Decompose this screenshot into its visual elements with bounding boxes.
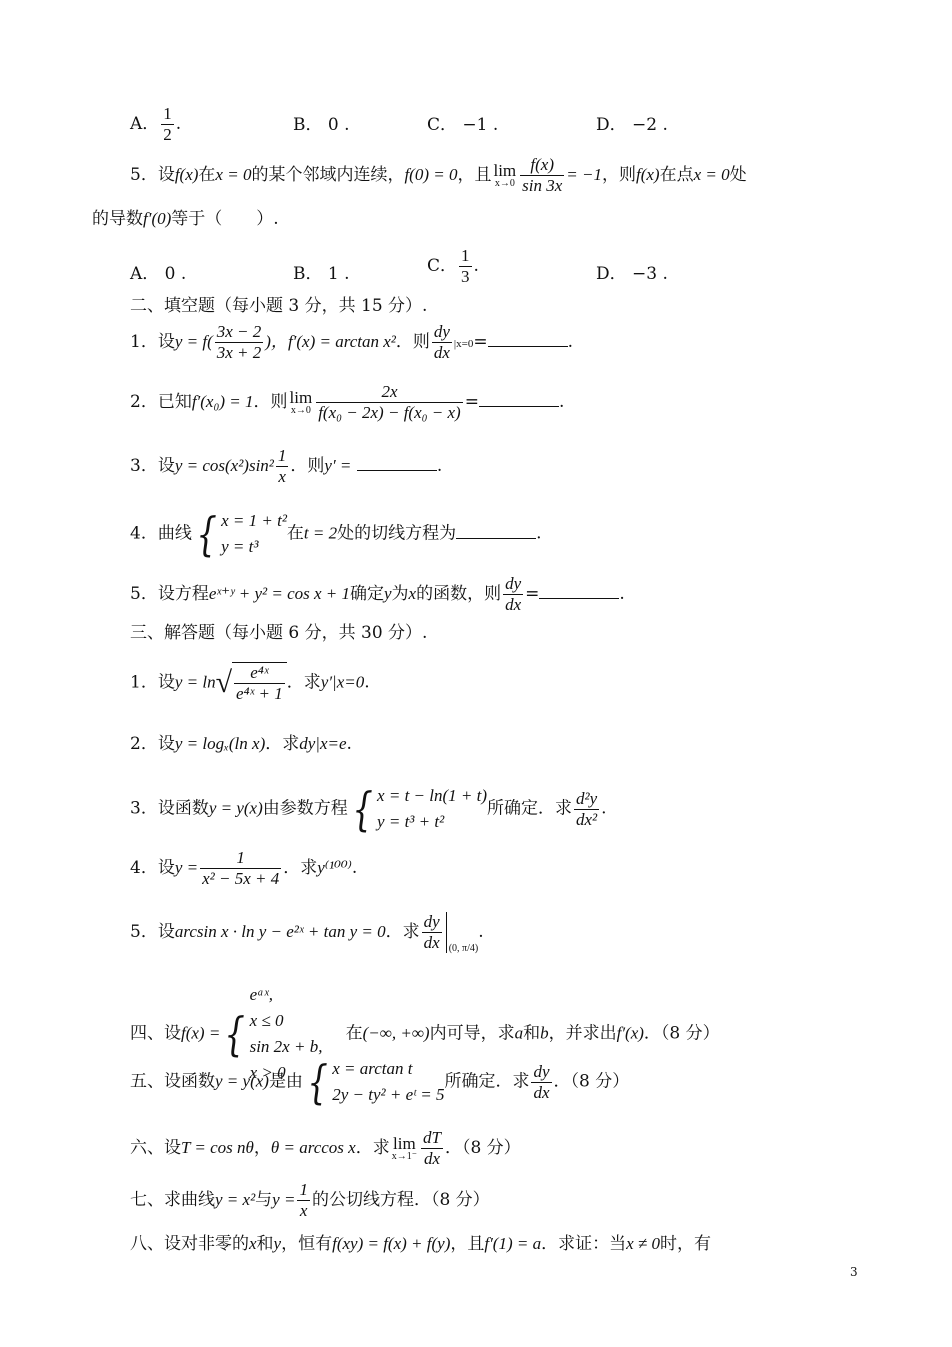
part-5-question: 五、设函数y = y(x)是由 { x = arctan t 2y − ty² + eᵗ = 5 所确定．求 $\frac{dy}{dx}$ ．（8 分） <box>130 1055 630 1109</box>
answer-blank[interactable] <box>479 392 559 407</box>
part-7-question: 七、求曲线y = x²与y = $\frac{1}{x}$ 的公切线方程．（8 分） <box>130 1180 490 1220</box>
q5-option-a: A． 0 . <box>130 264 187 284</box>
answer-blank[interactable] <box>488 332 568 347</box>
section-3-heading: 三、解答题（每小题 6 分，共 30 分）. <box>130 623 428 643</box>
q5-stem-continued: 的导数f′(0)等于（ ）. <box>92 209 279 229</box>
part-8-question: 八、设对非零的x和y，恒有f(xy) = f(x) + f(y)，且f′(1) = a．求证：当x ≠ 0时，有 <box>130 1234 711 1254</box>
answer-blank[interactable] <box>539 584 619 599</box>
fill-question-3: 3．设y = cos(x²)sin² $\frac{1}{x}$ ．则y′ = . <box>130 446 443 486</box>
q4-option-d: D． −2 . <box>596 115 668 135</box>
answer-question-3: 3．设函数y = y(x)由参数方程 { x = t − ln(1 + t) y = t³ + t² 所确定．求 $\frac{\text{d²y}}{\text{dx²}}$ . <box>130 782 607 836</box>
answer-question-5: 5．设arcsin x · ln y − e²ˣ + tan y = 0．求 $\frac{dy}{dx}$ $_{(0, \pi/4)}$. <box>130 912 484 954</box>
page-number: 3 <box>850 1265 858 1279</box>
answer-question-2: 2．设y = logₓ(ln x)．求dy|x=e. <box>130 734 352 754</box>
fill-question-5: 5．设方程eˣ⁺ʸ + y² = cos x + 1确定y为x的函数，则 $\frac{dy}{dx}$ = . <box>130 574 625 614</box>
q4-option-a: A． $\frac{1}{2}$ . <box>130 104 182 144</box>
q5-option-d: D． −3 . <box>596 264 668 284</box>
q4-option-c: C． −1 . <box>427 115 499 135</box>
q5-option-c: C． $\frac{1}{3}$ . <box>427 246 479 286</box>
sqrt-symbol: √ $\frac{\text{e⁴ˣ}}{\text{e⁴ˣ + 1}}$ <box>216 662 287 704</box>
answer-blank[interactable] <box>357 456 437 471</box>
answer-blank[interactable] <box>456 524 536 539</box>
section-2-heading: 二、填空题（每小题 3 分，共 15 分）. <box>130 296 428 316</box>
answer-question-1: 1．设y = ln√ $\frac{\text{e⁴ˣ}}{\text{e⁴ˣ + 1}}$ ．求y′|x=0. <box>130 663 370 703</box>
fill-question-2: 2．已知f′(x₀) = 1．则 lim x→0 $\frac{2x}{\text{f(x₀ − 2x) − f(x₀ − x)}}$ = . <box>130 382 565 422</box>
part-4-question: 四、设f(x) = { eᵃˣ, x ≤ 0 sin 2x + b, x > 0 在(−∞, +∞)内可导，求a和b，并求出f′(x)．（8 分） <box>130 985 720 1082</box>
q5-option-b: B． 1 . <box>293 264 350 284</box>
part-6-question: 六、设T = cos nθ，θ = arccos x．求 lim x→1⁻ $\frac{dT}{dx}$ ．（8 分） <box>130 1128 521 1168</box>
fill-question-1: 1．设y = f( $\frac{3x - 2}{3x + 2}$ )，f′(x) = arctan x²．则 $\frac{dy}{dx}$ |x=0= . <box>130 322 573 362</box>
fill-question-4: 4．曲线 { x = 1 + t² y = t³ 在t = 2处的切线方程为 . <box>130 507 542 561</box>
q4-option-b: B． 0 . <box>293 115 350 135</box>
answer-question-4: 4．设y = $\frac{1}{\text{x² − 5x + 4}}$ ．求y⁽¹⁰⁰⁾. <box>130 848 358 888</box>
q5-stem: 5．设f(x)在x = 0的某个邻域内连续，f(0) = 0，且 lim x→0 $\frac{f(x)}{\sin 3x}$ = −1，则f(x)在点x = 0处 <box>130 155 747 195</box>
